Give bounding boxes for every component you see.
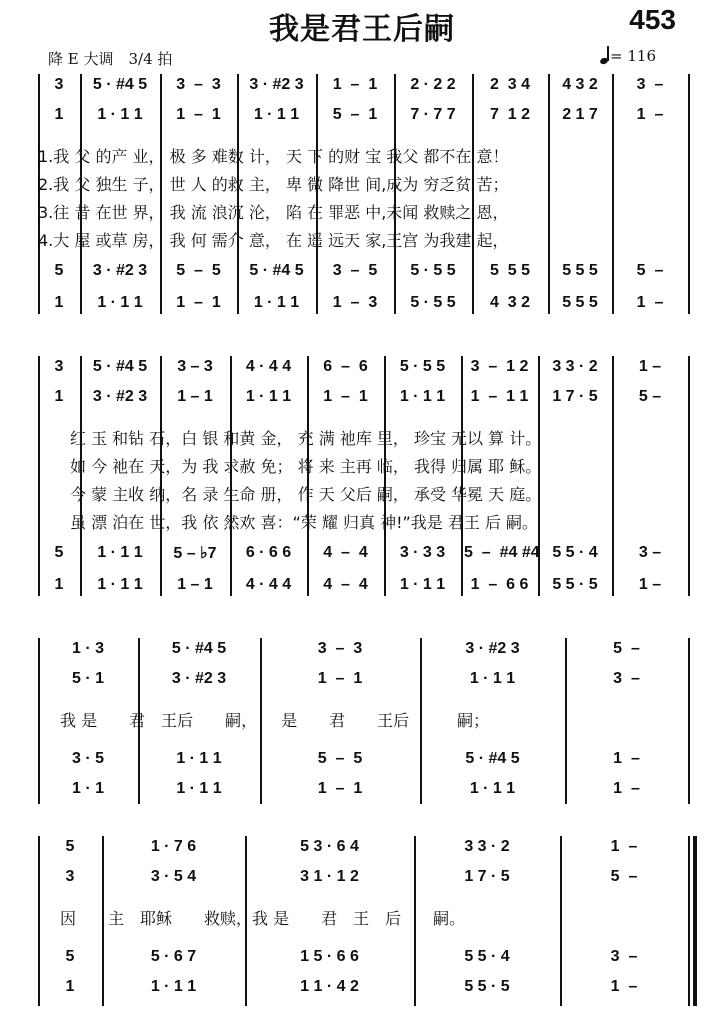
lyric-text: 虽 漂 泊在 世，我 依 然欢 喜：“荣 耀 归真 神!”我是 君王 后 嗣。	[70, 513, 539, 532]
measure: 1 –	[610, 838, 638, 855]
measure: 1 –	[613, 750, 640, 767]
measure: 5 5 5	[489, 262, 531, 279]
tenor-voice	[0, 542, 724, 564]
measure: 3 – 3	[317, 640, 363, 657]
measure: 5	[54, 262, 64, 279]
measure: 5 5 · 4	[552, 544, 598, 561]
measure: 3 1 · 1 2	[300, 868, 359, 885]
measure: 1 – 1 1	[470, 388, 529, 405]
lyric-text: 1.我 父 的产 业， 极 多 难数 计， 天 下 的财 宝 我父 都不在 意！	[38, 147, 509, 166]
measure: 3 · 5 4	[150, 868, 197, 885]
measure: 1 · 1 1	[469, 780, 516, 797]
measure: 5 5 5	[562, 294, 598, 311]
score-system-4	[0, 836, 724, 1016]
tenor-voice	[0, 946, 724, 968]
measure: 1 –	[610, 978, 638, 995]
measure: 1	[54, 106, 64, 123]
alto-voice	[0, 668, 724, 690]
lyric-text: 因 主 耶稣 救赎，我 是 君 王 后 嗣。	[60, 909, 466, 928]
measure: 1 · 1 1	[150, 978, 197, 995]
lyric-line	[0, 482, 724, 506]
lyric-text: 如 今 祂在 天，为 我 求赦 免； 将 来 主再 临， 我得 归属 耶 稣。	[70, 457, 542, 476]
measure: 5 –	[638, 388, 662, 405]
measure: 3 3 · 2	[552, 358, 598, 375]
measure: 1 –	[636, 294, 664, 311]
measure: 1 –	[638, 576, 662, 593]
measure: 3 –	[636, 76, 664, 93]
measure: 5 – ♭7	[173, 545, 217, 562]
lyric-line	[0, 172, 724, 196]
measure: 3	[54, 358, 64, 375]
measure: 1 – 1	[317, 780, 363, 797]
measure: 3 · #2 3	[171, 670, 227, 687]
measure: 5	[54, 544, 64, 561]
measure: 1 · 1 1	[469, 670, 516, 687]
lyric-line	[0, 510, 724, 534]
measure: 1	[65, 978, 75, 995]
measure: 2 1 7	[562, 106, 598, 123]
measure: 1 · 7 6	[150, 838, 197, 855]
lyric-line	[0, 228, 724, 252]
lyric-line	[0, 200, 724, 224]
lyric-text: 我 是 君 王后 嗣， 是 君 王后 嗣；	[60, 711, 490, 730]
hymn-number: 453	[629, 4, 676, 35]
measure: 1 · 3	[71, 640, 104, 657]
measure: 1 · 1	[71, 780, 104, 797]
measure: 1 7 · 5	[552, 388, 598, 405]
measure: 5 · 1	[71, 670, 104, 687]
measure: 3 · #2 3	[92, 388, 148, 405]
page-title: 我是君王后嗣	[269, 12, 455, 47]
measure: 3 · #2 3	[92, 262, 148, 279]
measure: 1	[54, 294, 64, 311]
alto-voice	[0, 386, 724, 408]
measure: 5 – 1	[332, 106, 378, 123]
measure: 5 – #4 #4	[464, 544, 540, 561]
measure: 3 – 5	[332, 262, 378, 279]
measure: 5 3 · 6 4	[300, 838, 359, 855]
tenor-voice	[0, 260, 724, 282]
measure: 4 – 4	[323, 544, 368, 561]
measure: 5 – 5	[176, 262, 221, 279]
measure: 1 · 1 1	[245, 388, 292, 405]
score-system-3	[0, 638, 724, 808]
measure: 1 – 1	[177, 576, 213, 593]
lyric-line	[0, 426, 724, 450]
measure: 3	[54, 76, 64, 93]
measure: 5 · 5 5	[410, 262, 456, 279]
measure: 1 – 1	[176, 106, 221, 123]
bass-voice	[0, 778, 724, 800]
soprano-voice	[0, 74, 724, 96]
measure: 7 1 2	[489, 106, 531, 123]
measure: 5 · #4 5	[92, 358, 148, 375]
measure: 1 –	[638, 358, 662, 375]
measure: 3 –	[638, 544, 662, 561]
lyric-text: 4.大 屋 或草 房， 我 何 需介 意， 在 遥 远天 家,王宫 为我建 起，	[38, 231, 509, 250]
measure: 6 – 6	[323, 358, 368, 375]
measure: 3 · #2 3	[249, 76, 304, 93]
measure: 1 – 6 6	[470, 576, 529, 593]
measure: 4 · 4 4	[245, 576, 292, 593]
measure: 5 · #4 5	[249, 262, 304, 279]
measure: 2 · 2 2	[410, 76, 456, 93]
soprano-voice	[0, 836, 724, 858]
lyric-text: 3.往 昔 在世 界， 我 流 浪沉 沦， 陷 在 罪恶 中,未闻 救赎之 恩，	[38, 203, 509, 222]
bass-voice	[0, 976, 724, 998]
measure: 1 · 1 1	[253, 294, 300, 311]
measure: 1	[54, 388, 64, 405]
measure: 3 3 · 2	[464, 838, 510, 855]
measure: 5 · 5 5	[399, 358, 446, 375]
measure: 3 – 1 2	[470, 358, 529, 375]
alto-voice	[0, 866, 724, 888]
measure: 5 –	[636, 262, 664, 279]
score-system-1	[0, 74, 724, 324]
soprano-voice	[0, 356, 724, 378]
measure: 5 5 · 5	[464, 978, 510, 995]
measure: 1 – 1	[177, 388, 213, 405]
measure: 1	[54, 576, 64, 593]
measure: 3 –	[610, 948, 638, 965]
alto-voice	[0, 104, 724, 126]
measure: 5 5 · 5	[552, 576, 598, 593]
measure: 1 – 1	[176, 294, 221, 311]
soprano-voice	[0, 638, 724, 660]
score-system-2	[0, 356, 724, 610]
measure: 1 – 3	[332, 294, 378, 311]
lyric-line	[0, 454, 724, 478]
measure: 6 · 6 6	[245, 544, 292, 561]
measure: 3 –	[613, 670, 640, 687]
measure: 1 –	[636, 106, 664, 123]
measure: 3 · 3 3	[399, 544, 446, 561]
measure: 5 · #4 5	[92, 76, 148, 93]
quarter-note-icon	[600, 46, 610, 64]
measure: 1 · 1 1	[176, 750, 222, 767]
measure: 5 · 5 5	[410, 294, 456, 311]
measure: 3 – 3	[177, 358, 213, 375]
measure: 1 1 · 4 2	[300, 978, 359, 995]
measure: 4 · 4 4	[245, 358, 292, 375]
measure: 1 · 1 1	[97, 576, 143, 593]
measure: 3	[65, 868, 75, 885]
measure: 5 · #4 5	[171, 640, 227, 657]
key-signature: 降 E 大调 3/4 拍	[48, 50, 173, 68]
lyric-text: 红 玉 和钻 石，白 银 和黄 金， 充 满 祂库 里， 珍宝 无以 算 计。	[70, 429, 542, 448]
measure: 2 3 4	[489, 76, 531, 93]
measure: 1 7 · 5	[464, 868, 510, 885]
measure: 1 – 1	[317, 670, 363, 687]
measure: 3 · #2 3	[465, 640, 520, 657]
measure: 1 · 1 1	[399, 576, 446, 593]
bass-voice	[0, 574, 724, 596]
measure: 1 · 1 1	[399, 388, 446, 405]
measure: 4 3 2	[562, 76, 598, 93]
measure: 1 · 1 1	[176, 780, 222, 797]
tenor-voice	[0, 748, 724, 770]
lyric-line	[0, 144, 724, 168]
measure: 1 · 1 1	[97, 294, 143, 311]
lyric-text: 今 蒙 主收 纳，名 录 生命 册， 作 天 父后 嗣， 承受 华冕 天 庭。	[70, 485, 542, 504]
lyric-line	[0, 708, 724, 732]
measure: 1 · 1 1	[97, 544, 143, 561]
measure: 1 –	[613, 780, 640, 797]
measure: 1 – 1	[323, 388, 368, 405]
measure: 1 · 1 1	[97, 106, 143, 123]
measure: 5 5 · 4	[464, 948, 510, 965]
measure: 1 · 1 1	[253, 106, 300, 123]
lyric-text: 2.我 父 独生 子， 世 人 的救 主， 卑 微 降世 间,成为 穷乏贫 苦；	[38, 175, 509, 194]
measure: 5	[65, 948, 75, 965]
measure: 3 · 5	[71, 750, 104, 767]
bass-voice	[0, 292, 724, 314]
measure: 4 – 4	[323, 576, 368, 593]
measure: 5	[65, 838, 75, 855]
measure: 7 · 7 7	[410, 106, 456, 123]
tempo-marking	[600, 46, 656, 65]
measure: 5 –	[610, 868, 638, 885]
measure: 1 5 · 6 6	[300, 948, 359, 965]
measure: 4 3 2	[489, 294, 531, 311]
measure: 5 –	[613, 640, 640, 657]
measure: 3 – 3	[176, 76, 221, 93]
lyric-line	[0, 906, 724, 930]
measure: 1 – 1	[332, 76, 378, 93]
tempo-value: = 116	[610, 47, 656, 65]
measure: 5 · #4 5	[465, 750, 520, 767]
measure: 5 · 6 7	[150, 948, 197, 965]
measure: 5 – 5	[317, 750, 363, 767]
measure: 5 5 5	[562, 262, 598, 279]
